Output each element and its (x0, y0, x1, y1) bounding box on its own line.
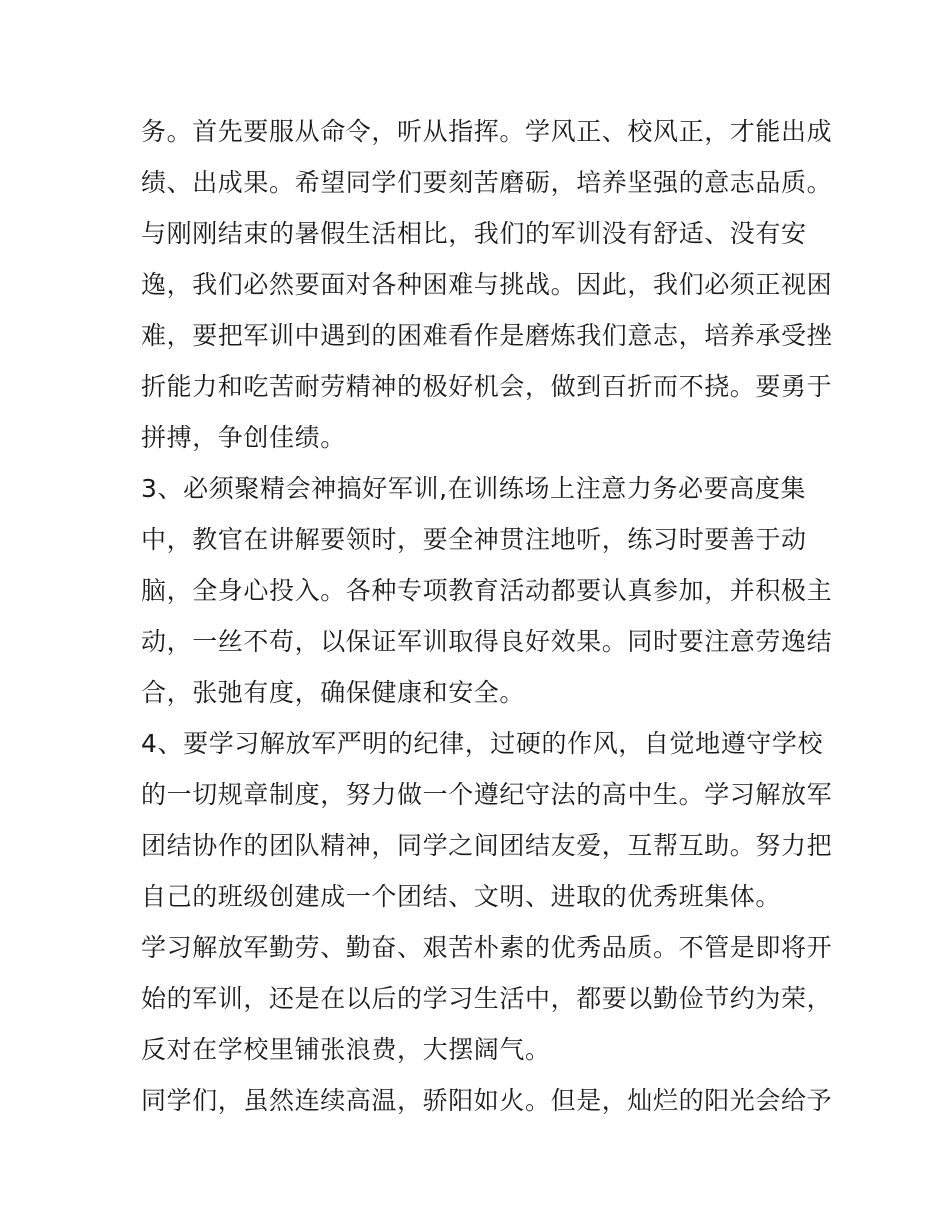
text-line: 与刚刚结束的暑假生活相比，我们的军训没有舒适、没有安 (141, 219, 807, 248)
text-line: 自己的班级创建成一个团结、文明、进取的优秀班集体。 (141, 882, 782, 911)
text-line: 学习解放军勤劳、勤奋、艰苦朴素的优秀品质。不管是即将开 (141, 933, 833, 962)
text-line: 务。首先要服从命令，听从指挥。学风正、校风正，才能出成 (141, 117, 833, 146)
text-line: 4、要学习解放军严明的纪律，过硬的作风，自觉地遵守学校 (141, 729, 824, 758)
text-line: 同学们，虽然连续高温，骄阳如火。但是，灿烂的阳光会给予 (141, 1086, 833, 1115)
text-line: 绩、出成果。希望同学们要刻苦磨砺，培养坚强的意志品质。 (141, 168, 833, 197)
text-line: 中，教官在讲解要领时，要全神贯注地听，练习时要善于动 (141, 525, 807, 554)
text-line: 反对在学校里铺张浪费，大摆阔气。 (141, 1035, 551, 1064)
text-line: 动，一丝不苟，以保证军训取得良好效果。同时要注意劳逸结 (141, 627, 833, 656)
text-line: 折能力和吃苦耐劳精神的极好机会，做到百折而不挠。要勇于 (141, 372, 833, 401)
text-line: 难，要把军训中遇到的困难看作是磨炼我们意志，培养承受挫 (141, 321, 833, 350)
text-line: 始的军训，还是在以后的学习生活中，都要以勤俭节约为荣， (141, 984, 833, 1013)
text-line: 脑，全身心投入。各种专项教育活动都要认真参加，并积极主 (141, 576, 833, 605)
body-text (141, 106, 833, 1126)
text-line: 合，张弛有度，确保健康和安全。 (141, 678, 526, 707)
text-line: 的一切规章制度，努力做一个遵纪守法的高中生。学习解放军 (141, 780, 833, 809)
text-line: 团结协作的团队精神，同学之间团结友爱，互帮互助。努力把 (141, 831, 833, 860)
text-line: 拼搏，争创佳绩。 (141, 423, 346, 452)
text-line: 逸，我们必然要面对各种困难与挑战。因此，我们必须正视困 (141, 270, 833, 299)
text-line: 3、必须聚精会神搞好军训,在训练场上注意力务必要高度集 (141, 474, 807, 503)
